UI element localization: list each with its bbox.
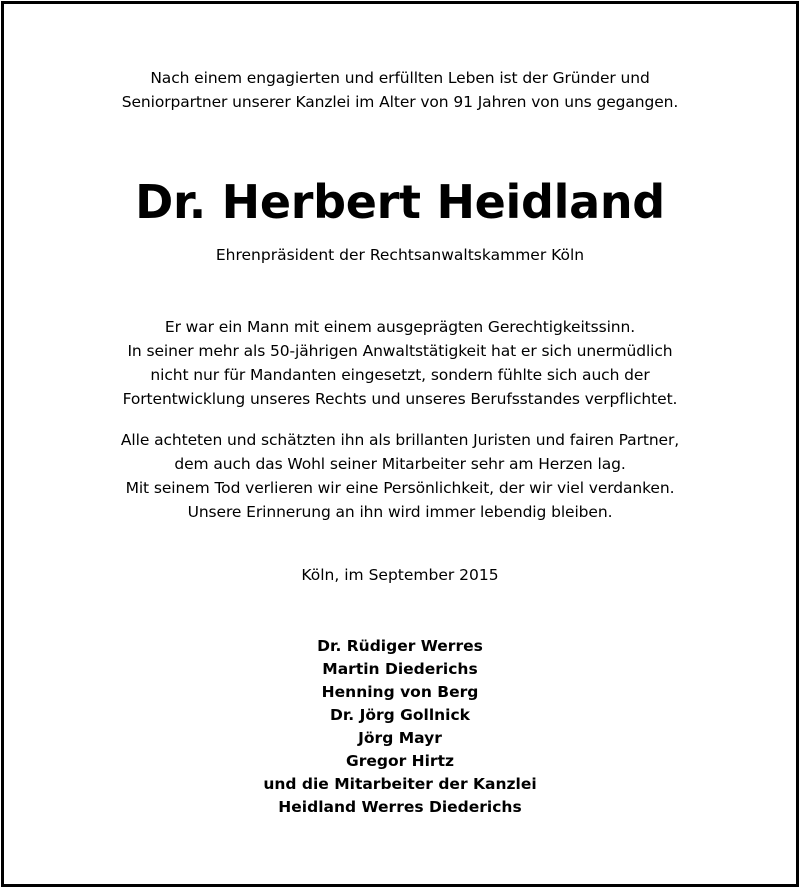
tribute-line: Mit seinem Tod verlieren wir eine Persönlichkeit, der wir viel verdanken. xyxy=(125,479,675,497)
deceased-title: Ehrenpräsident der Rechtsanwaltskammer Köln xyxy=(215,246,585,264)
signatory: Heidland Werres Diederichs xyxy=(278,798,522,816)
intro-text xyxy=(0,66,800,114)
signatory: Dr. Rüdiger Werres xyxy=(317,637,483,655)
tribute-line: dem auch das Wohl seiner Mitarbeiter sehr am Herzen lag. xyxy=(174,455,626,473)
intro-line: Seniorpartner unserer Kanzlei im Alter von 91 Jahren von uns gegangen. xyxy=(121,93,679,111)
signatories-list xyxy=(0,635,800,819)
tribute-line: Alle achteten und schätzten ihn als brillanten Juristen und fairen Partner, xyxy=(120,431,680,449)
tribute-line: nicht nur für Mandanten eingesetzt, sondern fühlte sich auch der xyxy=(150,366,650,384)
signatory: Dr. Jörg Gollnick xyxy=(330,706,470,724)
tribute-line: In seiner mehr als 50-jährigen Anwaltstätigkeit hat er sich unermüdlich xyxy=(127,342,673,360)
signatory: Martin Diederichs xyxy=(322,660,478,678)
tribute-line: Unsere Erinnerung an ihn wird immer lebendig bleiben. xyxy=(187,503,613,521)
intro-line: Nach einem engagierten und erfüllten Leben ist der Gründer und xyxy=(150,69,650,87)
tribute-paragraph-1 xyxy=(0,315,800,411)
dateline: Köln, im September 2015 xyxy=(301,566,499,584)
signatory: Gregor Hirtz xyxy=(345,752,455,770)
tribute-line: Er war ein Mann mit einem ausgeprägten Gerechtigkeitssinn. xyxy=(164,318,636,336)
signatory: und die Mitarbeiter der Kanzlei xyxy=(263,775,537,793)
signatory: Jörg Mayr xyxy=(358,729,442,747)
deceased-name: Dr. Herbert Heidland xyxy=(135,175,665,229)
tribute-line: Fortentwicklung unseres Rechts und unseres Berufsstandes verpflichtet. xyxy=(122,390,678,408)
tribute-paragraph-2 xyxy=(0,428,800,524)
signatory: Henning von Berg xyxy=(321,683,479,701)
